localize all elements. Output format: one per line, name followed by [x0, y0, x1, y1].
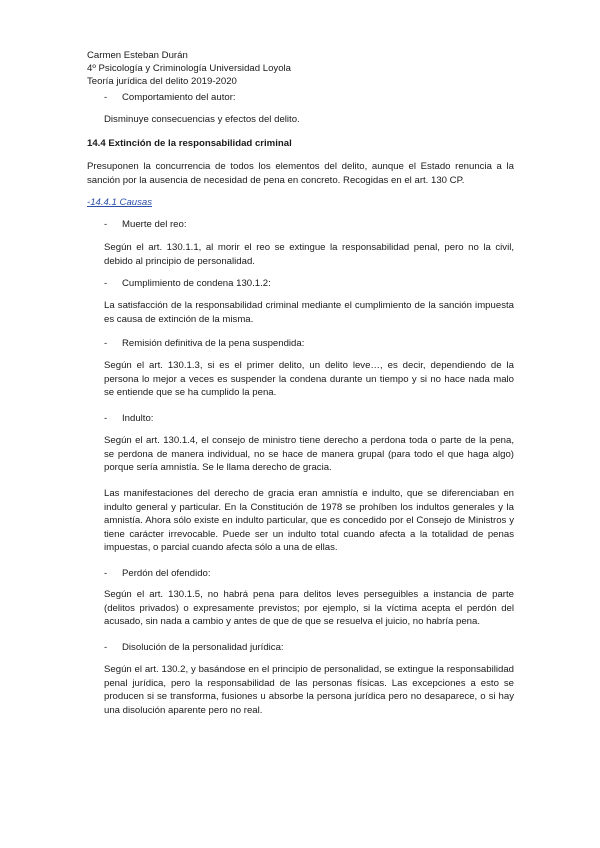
dash-marker: -: [104, 642, 108, 653]
section-heading: 14.4 Extinción de la responsabilidad criminal: [87, 138, 292, 149]
dash-marker: -: [104, 219, 108, 230]
course-name: 4º Psicología y Criminología Universidad Loyola: [87, 63, 292, 74]
paragraph-perdon: Según el art. 130.1.5, no habrá pena para delitos leves perseguibles a instancia de parte (delitos privados) o expresamente previstos; por ejemplo, si la víctima acepta el perdón del acusado, sin nada a cambio y antes de que de que se resuelva el juicio, no habría pena.: [104, 589, 514, 628]
page-header: [87, 49, 507, 88]
bullet-cumplimiento: [104, 277, 514, 291]
bullet-label: Indulto:: [122, 413, 154, 424]
paragraph-cumplimiento: La satisfacción de la responsabilidad criminal mediante el cumplimiento de la sanción impuesta es causa de extinción de la misma.: [104, 300, 514, 325]
bullet-label: Remisión definitiva de la pena suspendida:: [122, 338, 305, 349]
paragraph-indulto: Según el art. 130.1.4, el consejo de ministro tiene derecho a perdona toda o parte de la pena, se perdona de manera individual, no se hace de manera grupal (para todo el que haga algo) porque sería amnistía. Se le llama derecho de gracia.: [104, 435, 514, 474]
bullet-label: Muerte del reo:: [122, 219, 187, 230]
bullet-comportamiento: [104, 91, 514, 105]
dash-marker: -: [104, 413, 108, 424]
paragraph-remision: Según el art. 130.1.3, si es el primer delito, un delito leve…, es decir, dependiendo de la persona lo mejor a veces es suspender la condena durante un tiempo y si no hace nada malo se entiende que se ha cumplido la pena.: [104, 360, 514, 399]
author-name: Carmen Esteban Durán: [87, 50, 188, 61]
bullet-indulto: [104, 412, 514, 426]
paragraph-disminuye: Disminuye consecuencias y efectos del delito.: [104, 114, 300, 125]
bullet-disolucion: [104, 641, 514, 655]
paragraph-disolucion: Según el art. 130.2, y basándose en el principio de personalidad, se extingue la responsabilidad penal jurídica, pero la responsabilidad de las personas físicas. Las excepciones a esto se producen si se transforma, fusiones u absorbe la persona jurídica pero no desaparece, o si hay una disolución aparente pero no real.: [104, 664, 514, 716]
subsection-heading: -14.4.1 Causas: [87, 197, 153, 208]
subject-name: Teoría jurídica del delito 2019-2020: [87, 76, 237, 87]
dash-marker: -: [104, 338, 108, 349]
paragraph-muerte: Según el art. 130.1.1, al morir el reo se extingue la responsabilidad penal, pero no la civil, debido al principio de personalidad.: [104, 242, 514, 267]
dash-marker: -: [104, 568, 108, 579]
bullet-label: Disolución de la personalidad jurídica:: [122, 642, 284, 653]
bullet-muerte: [104, 218, 514, 232]
bullet-perdon: [104, 567, 514, 581]
bullet-label: Perdón del ofendido:: [122, 568, 211, 579]
paragraph-presuponen: Presuponen la concurrencia de todos los elementos del delito, aunque el Estado renuncia a la sanción por la ausencia de necesidad de pena en concreto. Recogidas en el art. 130 CP.: [87, 161, 514, 186]
bullet-label: Cumplimiento de condena 130.1.2:: [122, 278, 271, 289]
dash-marker: -: [104, 278, 108, 289]
dash-marker: -: [104, 92, 108, 103]
bullet-label: Comportamiento del autor:: [122, 92, 236, 103]
bullet-remision: [104, 337, 514, 351]
paragraph-manifestaciones: Las manifestaciones del derecho de gracia eran amnistía e indulto, que se diferenciaban en indulto general y particular. En la Constitución de 1978 se prohíben los indultos generales y la amnistía. Ahora sólo existe en indulto particular, que es concedido por el Consejo de Ministros y tiene carácter irrevocable. Puede ser un indulto total cuando afecta a la totalidad de penas impuestas, o parcial cuando afecta sólo a una de ellas.: [104, 488, 514, 554]
